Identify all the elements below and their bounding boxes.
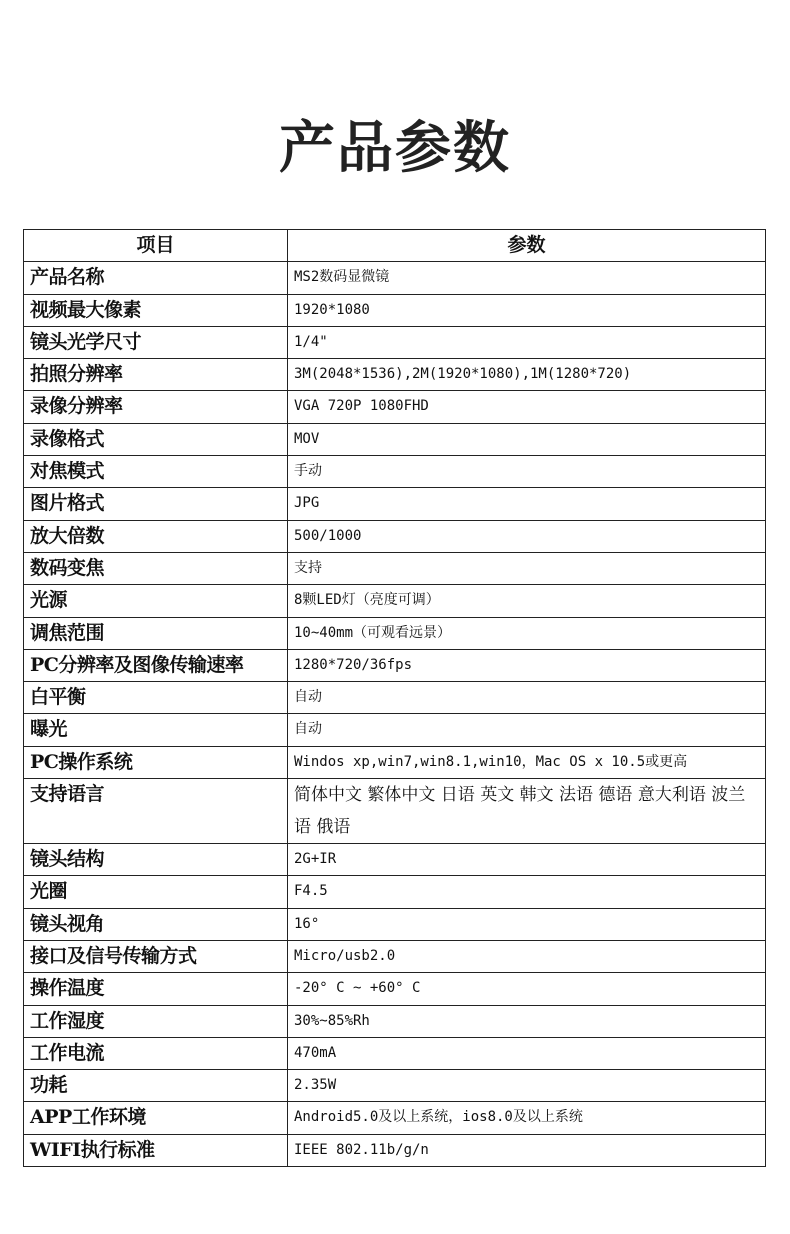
- row-label: 支持语言: [24, 779, 288, 844]
- row-label: 镜头光学尺寸: [24, 326, 288, 358]
- table-row: [24, 714, 766, 746]
- table-row: [24, 359, 766, 391]
- row-label: 白平衡: [24, 682, 288, 714]
- row-label: 工作电流: [24, 1037, 288, 1069]
- table-row: [24, 520, 766, 552]
- row-label: 镜头结构: [24, 844, 288, 876]
- table-body: [24, 262, 766, 1167]
- row-value: 1/4": [288, 326, 766, 358]
- row-label: 图片格式: [24, 488, 288, 520]
- table-row: [24, 844, 766, 876]
- row-value: Micro/usb2.0: [288, 940, 766, 972]
- table-row: [24, 1102, 766, 1134]
- row-label: PC分辨率及图像传输速率: [24, 649, 288, 681]
- table-row: [24, 326, 766, 358]
- row-value: Windos xp,win7,win8.1,win10，Mac OS x 10.5或更高: [288, 746, 766, 778]
- row-value: F4.5: [288, 876, 766, 908]
- row-label: 数码变焦: [24, 552, 288, 584]
- table-row: [24, 391, 766, 423]
- row-value: 2.35W: [288, 1070, 766, 1102]
- parameter-table: [23, 229, 766, 1167]
- row-label: 拍照分辨率: [24, 359, 288, 391]
- row-label: 放大倍数: [24, 520, 288, 552]
- row-value: IEEE 802.11b/g/n: [288, 1134, 766, 1166]
- row-value: 30%~85%Rh: [288, 1005, 766, 1037]
- page-title: 产品参数: [279, 116, 511, 181]
- row-value: 简体中文 繁体中文 日语 英文 韩文 法语 德语 意大利语 波兰语 俄语: [288, 779, 766, 844]
- row-value: 8颗LED灯（亮度可调）: [288, 585, 766, 617]
- row-label: 光源: [24, 585, 288, 617]
- row-label: 工作湿度: [24, 1005, 288, 1037]
- table-row: [24, 1070, 766, 1102]
- row-value: 3M(2048*1536),2M(1920*1080),1M(1280*720): [288, 359, 766, 391]
- row-value: 自动: [288, 682, 766, 714]
- table-row: [24, 488, 766, 520]
- table-row: [24, 1134, 766, 1166]
- row-value: MS2数码显微镜: [288, 262, 766, 294]
- row-value: VGA 720P 1080FHD: [288, 391, 766, 423]
- row-label: 视频最大像素: [24, 294, 288, 326]
- row-label: WIFI执行标准: [24, 1134, 288, 1166]
- row-label: 对焦模式: [24, 456, 288, 488]
- row-value: -20° C ~ +60° C: [288, 973, 766, 1005]
- header-parameter: 参数: [288, 230, 766, 262]
- table-row: [24, 940, 766, 972]
- row-value: 自动: [288, 714, 766, 746]
- table-row: [24, 973, 766, 1005]
- table-header-row: [24, 230, 766, 262]
- table-row: [24, 617, 766, 649]
- row-value: MOV: [288, 423, 766, 455]
- row-label: 曝光: [24, 714, 288, 746]
- row-label: 光圈: [24, 876, 288, 908]
- row-value: JPG: [288, 488, 766, 520]
- table-row: [24, 294, 766, 326]
- row-label: 录像格式: [24, 423, 288, 455]
- table-row: [24, 876, 766, 908]
- table-row: [24, 423, 766, 455]
- table-row: [24, 682, 766, 714]
- row-label: 操作温度: [24, 973, 288, 1005]
- row-value: 1920*1080: [288, 294, 766, 326]
- row-label: 产品名称: [24, 262, 288, 294]
- table-row: [24, 908, 766, 940]
- row-label: PC操作系统: [24, 746, 288, 778]
- row-label: 调焦范围: [24, 617, 288, 649]
- table-row: [24, 585, 766, 617]
- row-label: 录像分辨率: [24, 391, 288, 423]
- row-value: 手动: [288, 456, 766, 488]
- row-label: 镜头视角: [24, 908, 288, 940]
- row-value: 1280*720/36fps: [288, 649, 766, 681]
- row-value: 470mA: [288, 1037, 766, 1069]
- row-label: 功耗: [24, 1070, 288, 1102]
- row-value: 500/1000: [288, 520, 766, 552]
- row-value: 2G+IR: [288, 844, 766, 876]
- row-value: 16°: [288, 908, 766, 940]
- table-row: [24, 746, 766, 778]
- table-row: [24, 1005, 766, 1037]
- header-item: 项目: [24, 230, 288, 262]
- table-row: [24, 262, 766, 294]
- table-row: [24, 649, 766, 681]
- row-value: Android5.0及以上系统，ios8.0及以上系统: [288, 1102, 766, 1134]
- table-row: [24, 456, 766, 488]
- table-row: [24, 552, 766, 584]
- row-label: 接口及信号传输方式: [24, 940, 288, 972]
- row-label: APP工作环境: [24, 1102, 288, 1134]
- table-row: [24, 779, 766, 844]
- row-value: 10~40mm（可观看远景）: [288, 617, 766, 649]
- table-row: [24, 1037, 766, 1069]
- row-value: 支持: [288, 552, 766, 584]
